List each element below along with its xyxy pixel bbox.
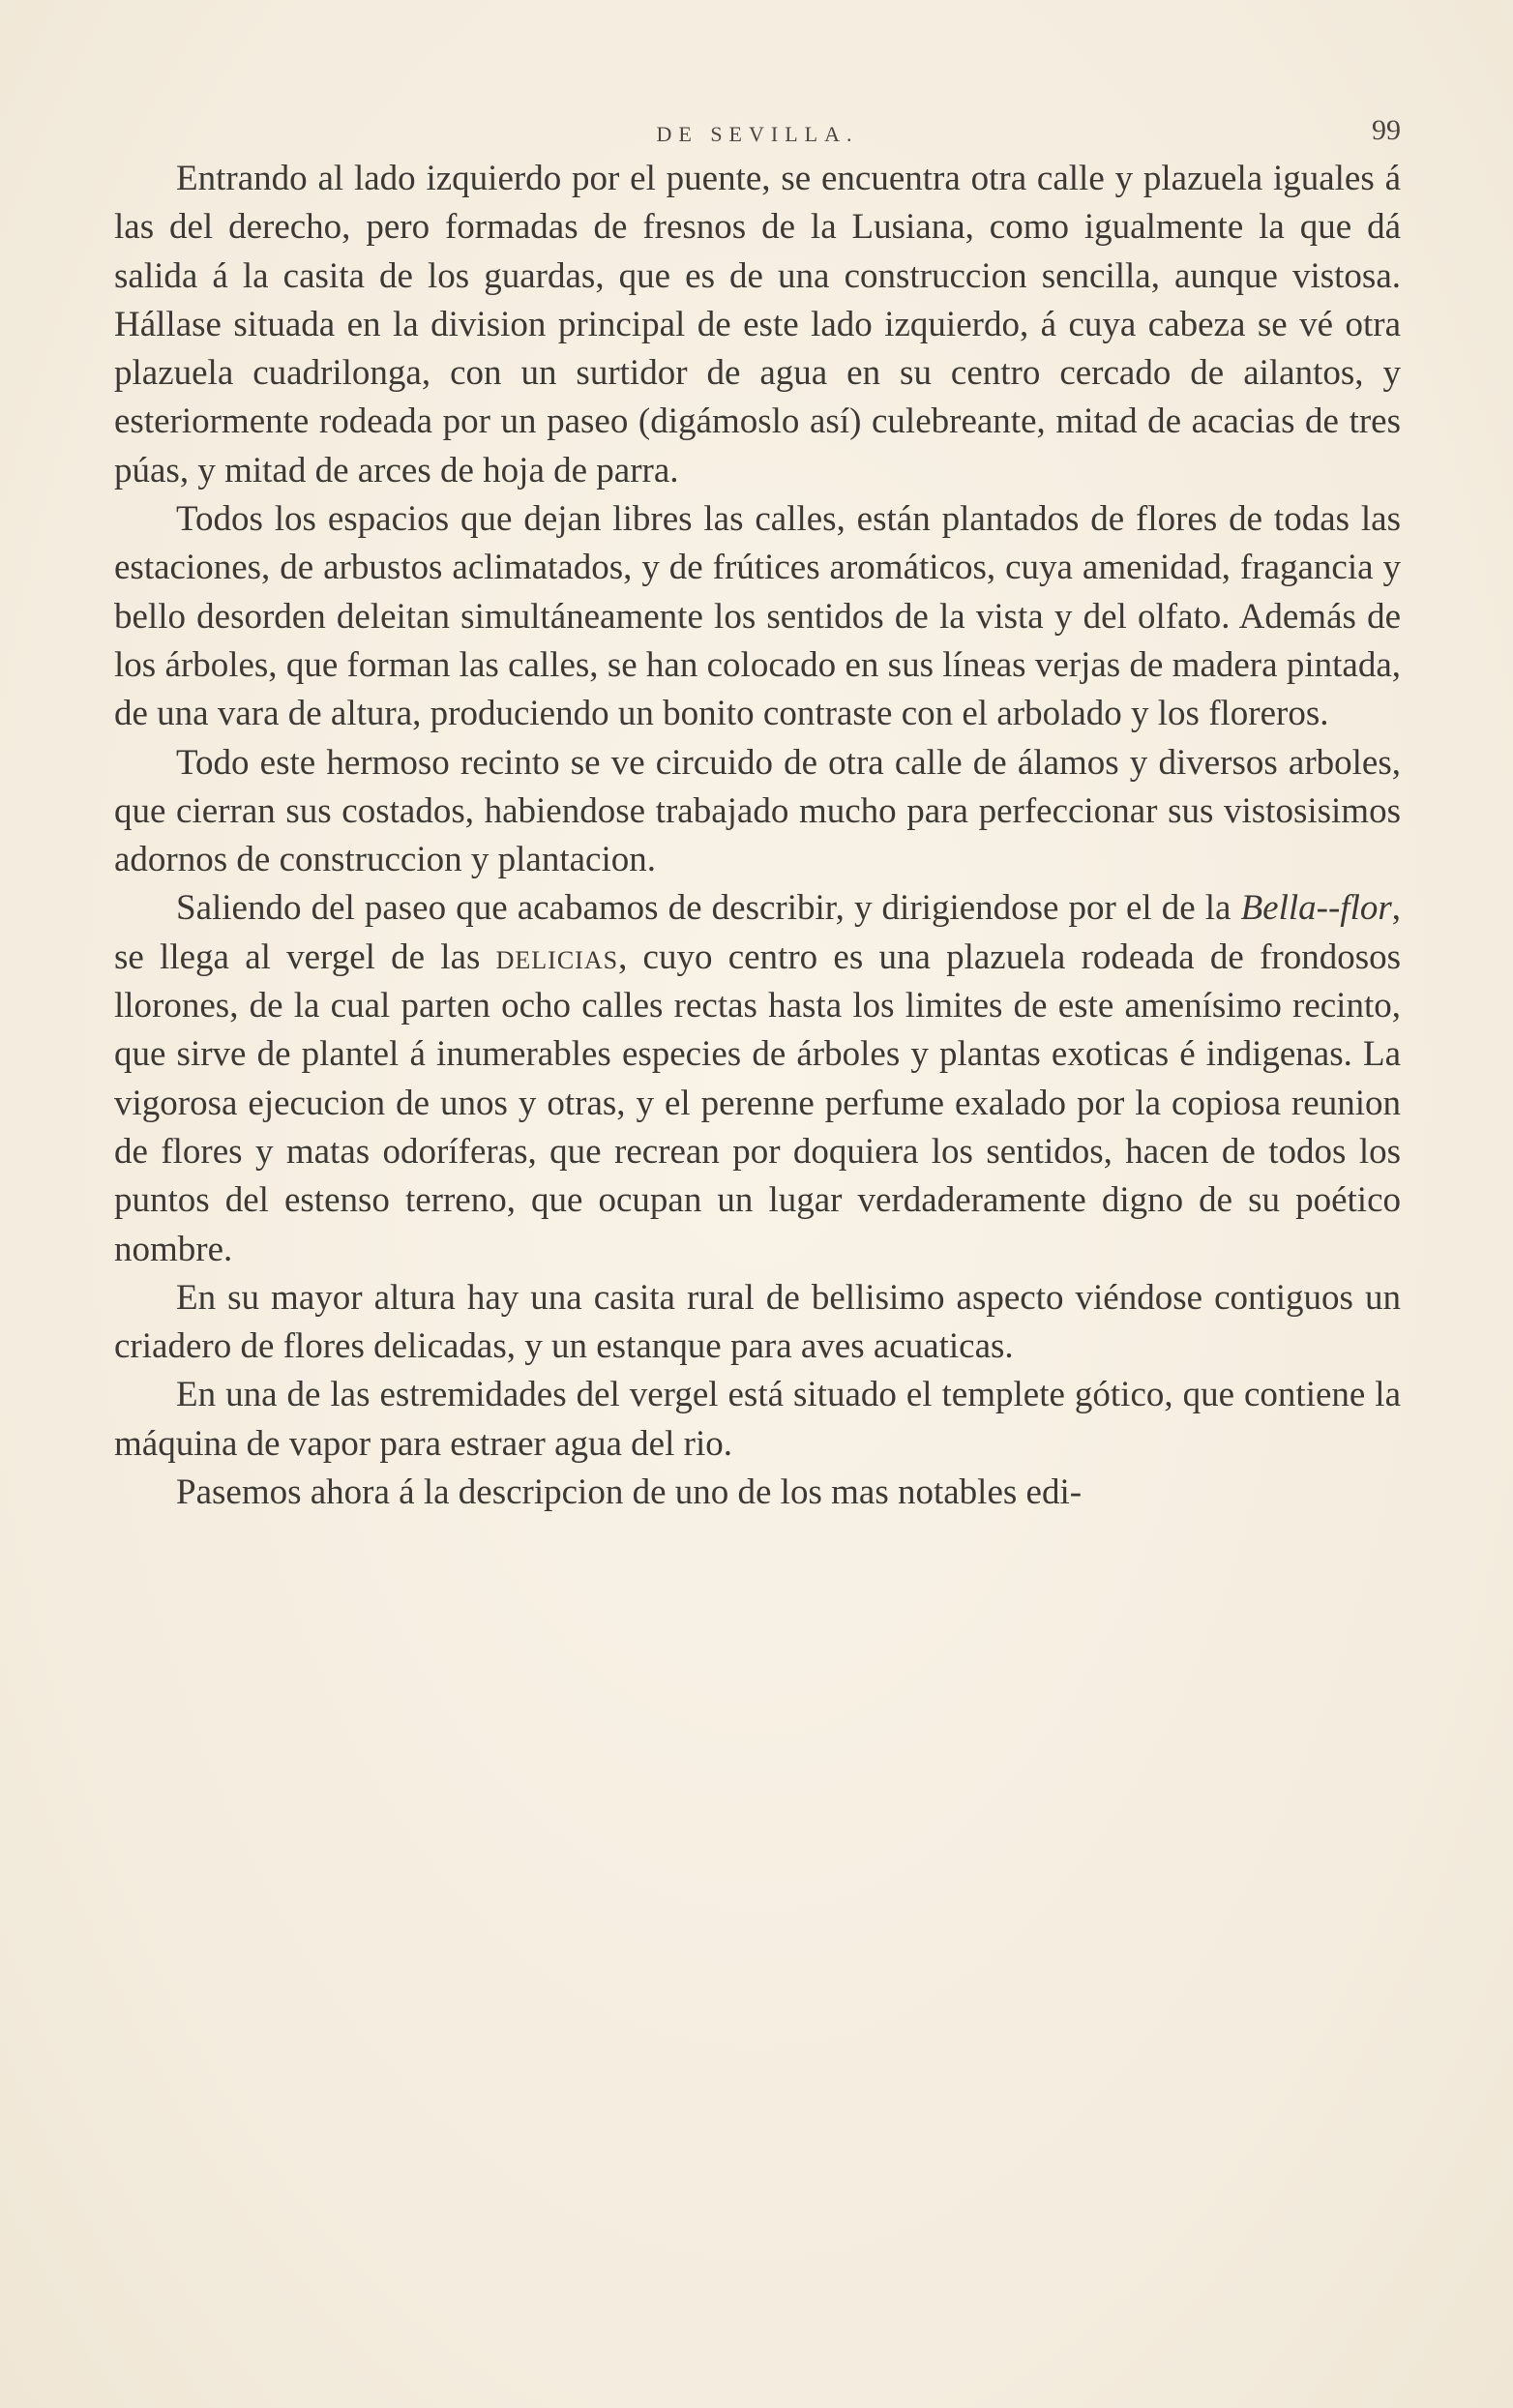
running-title: DE SEVILLA. <box>656 122 859 146</box>
paragraph-2: Todos los espacios que dejan libres las calles, están plantados de flores de todas las estaciones, de arbustos aclimatados, y de frútices aromáticos, cuya amenidad, fragancia y bello desorden deleitan simultáneamente los sentidos de la vista y del olfato. Además de los árboles, que forman las calles, se han colocado en sus líneas verjas de madera pintada, de una vara de altura, produciendo un bonito contraste con el arbolado y los floreros. <box>114 499 1401 734</box>
body-text <box>114 155 1401 1517</box>
paragraph-3: Todo este hermoso recinto se ve circuido de otra calle de álamos y diversos arboles, que cierran sus costados, habiendose trabajado mucho para perfeccionar sus vistosisimos adornos de construccion y plantacion. <box>114 742 1401 880</box>
paragraph-5: En su mayor altura hay una casita rural de bellisimo aspecto viéndose contiguos un criadero de flores delicadas, y un estanque para aves acuaticas. <box>114 1277 1401 1367</box>
running-head <box>114 114 1401 153</box>
paragraph-4 <box>114 884 1401 1273</box>
paragraph-6: En una de las estremidades del vergel está situado el templete gótico, que contiene la máquina de vapor para estraer agua del rio. <box>114 1375 1401 1464</box>
paragraph-7: Pasemos ahora á la descripcion de uno de los mas notables edi- <box>176 1472 1083 1513</box>
paragraph-4-italic-name: Bella--flor <box>1240 888 1392 929</box>
page-number: 99 <box>1372 114 1401 146</box>
paragraph-4-smallcaps-name: delicias <box>495 936 619 977</box>
paragraph-4-before: Saliendo del paseo que acabamos de describir, y dirigiendose por el de la <box>176 888 1241 929</box>
paragraph-4-middle: , se llega al vergel de las <box>114 888 1401 977</box>
paragraph-1: Entrando al lado izquierdo por el puente, se encuentra otra calle y plazuela iguales á las del derecho, pero formadas de fresnos de la Lusiana, como igualmente la que dá salida á la casita de los guardas, que es de una construccion sencilla, aunque vistosa. Hállase situada en la division principal de este lado izquierdo, á cuya cabeza se vé otra plazuela cuadrilonga, con un surtidor de agua en su centro cercado de ailantos, y esteriormente rodeada por un paseo (digámoslo así) culebreante, mitad de acacias de tres púas, y mitad de arces de hoja de parra. <box>114 159 1401 491</box>
paragraph-4-after: , cuyo centro es una plazuela rodeada de frondosos llorones, de la cual parten ocho calles rectas hasta los limites de este amenísimo recinto, que sirve de plantel á inumerables especies de árboles y plantas exoticas é indigenas. La vigorosa ejecucion de unos y otras, y el perenne perfume exalado por la copiosa reunion de flores y matas odoríferas, que recrean por doquiera los sentidos, hacen de todos los puntos del estenso terreno, que ocupan un lugar verdaderamente digno de su poético nombre. <box>114 936 1402 1269</box>
